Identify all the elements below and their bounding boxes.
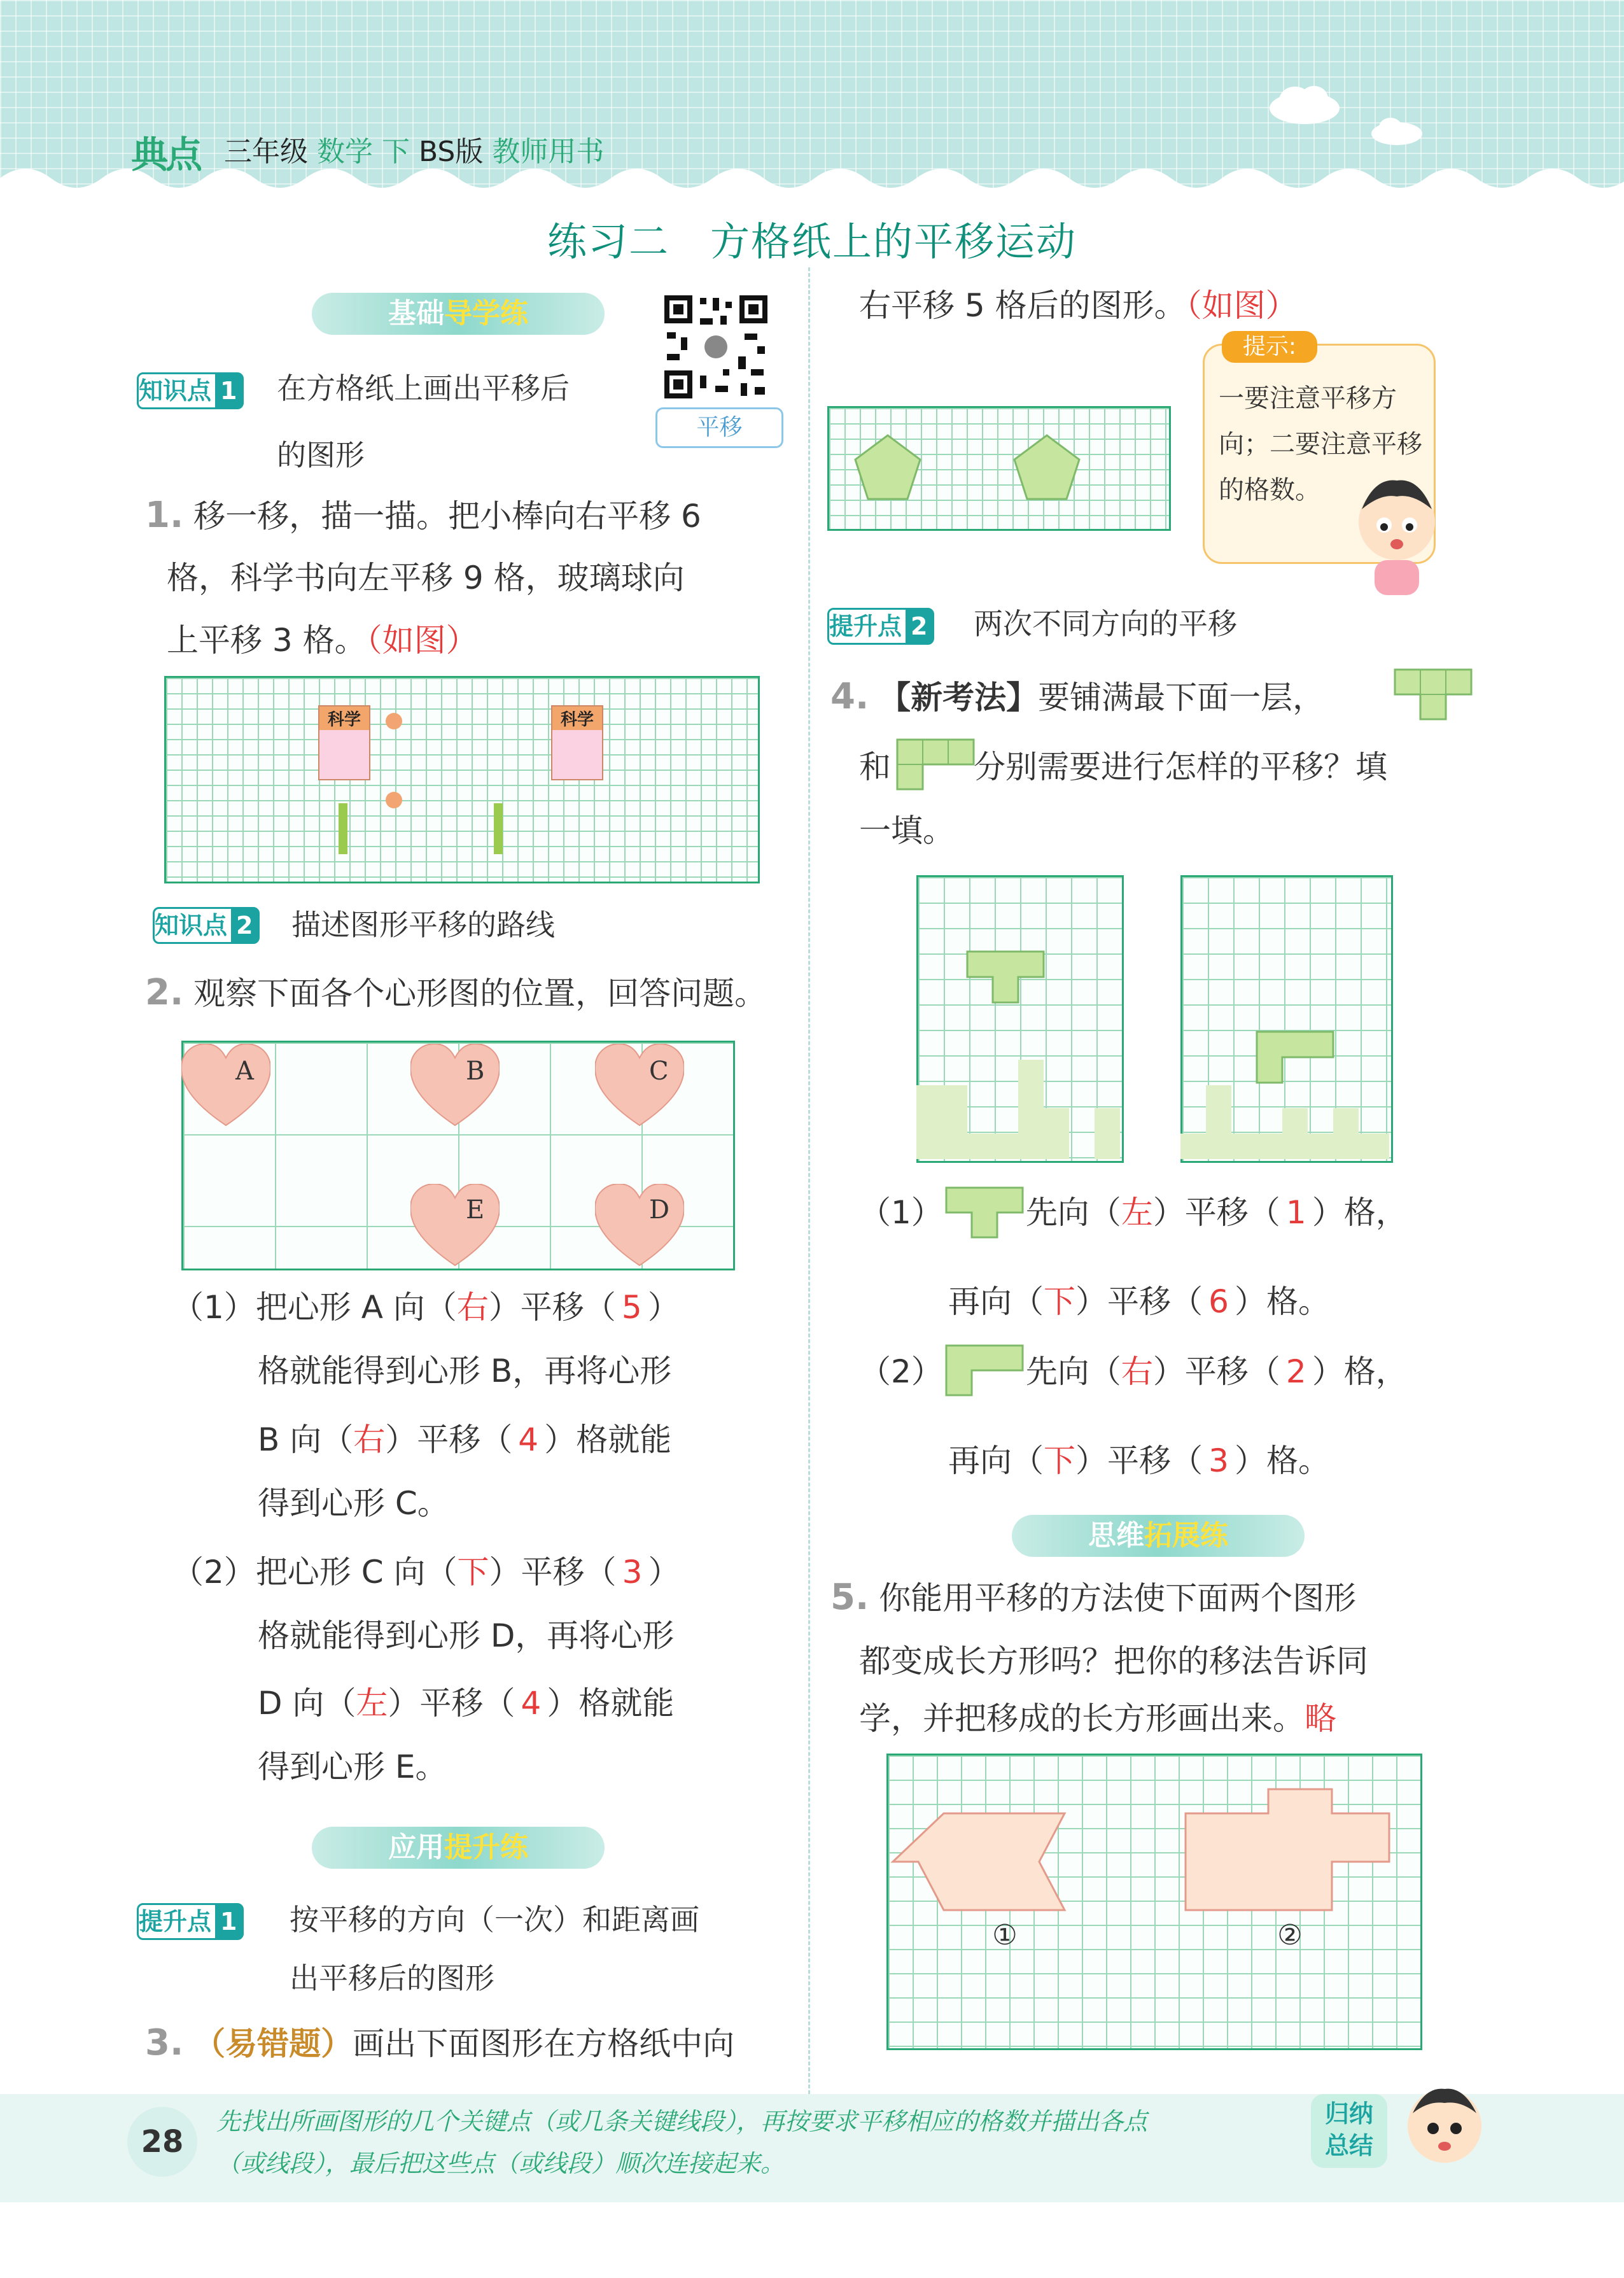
knowledge-tag-2 [153, 907, 260, 944]
q1-line3 [167, 608, 478, 672]
tag-text: 知识点 [155, 911, 228, 939]
stick-moved [494, 803, 503, 854]
q4-p1-line1 [859, 1181, 1408, 1244]
q4-line3: 一填。 [859, 812, 955, 849]
q2-text: 观察下面各个心形图的位置，回答问题。 [193, 975, 767, 1012]
qr-label: 平移 [655, 407, 783, 448]
footer-line2: （或线段），最后把这些点（或线段）顺次连接起来。 [216, 2149, 785, 2177]
book-title: 科学 [552, 707, 602, 730]
q2-p1-e: B 向（ [258, 1421, 354, 1458]
q4-p2-answer4: 3 [1208, 1442, 1229, 1479]
column-divider [808, 267, 810, 2094]
q4-text2a: 和 [859, 749, 891, 785]
q2-p2-a: 把心形 C 向（ [255, 1554, 458, 1591]
q2-p1-label: （1） [172, 1289, 256, 1326]
q2-p2-label: （2） [172, 1554, 256, 1591]
footer-line1: 先找出所画图形的几个关键点（或几条关键线段），再按要求平移相应的格数并描出各点 [216, 2107, 1148, 2135]
heart-e-label: E [466, 1195, 485, 1225]
q4-p2-c: ）格， [1312, 1353, 1408, 1390]
q2-p1-answer2: 5 [621, 1289, 642, 1326]
book-info [224, 129, 604, 169]
q5-text3: 学，并把移成的长方形画出来。 [859, 1700, 1305, 1737]
heart-a-label: A [235, 1057, 254, 1086]
q1-number: 1. [145, 495, 184, 536]
cloud-icon [1266, 83, 1343, 127]
q4-p1-answer2: 1 [1285, 1194, 1306, 1231]
brand-logo: 典点 [131, 133, 200, 176]
heart-c-icon [595, 1044, 684, 1133]
q1-text3: 上平移 3 格。 [167, 622, 367, 659]
banner-basic-b: 导学练 [444, 297, 528, 330]
q5-line2: 都变成长方形吗？把你的移法告诉同 [859, 1643, 1368, 1680]
q4-p2-label: （2） [859, 1353, 943, 1390]
q3-line1 [145, 2011, 734, 2076]
q4-text2b: 分别需要进行怎样的平移？填 [974, 749, 1387, 785]
q4-text1: 要铺满最下面一层， [1038, 679, 1325, 716]
qr-code[interactable] [662, 293, 770, 401]
tag-num: 2 [231, 909, 258, 942]
t1-line2: 出平移后的图形 [290, 1961, 494, 1995]
edition-label: BS版 [419, 136, 484, 168]
heart-a-icon [181, 1044, 270, 1133]
q4-p1-d: 再向（ [948, 1283, 1044, 1320]
tag-num: 2 [906, 610, 932, 643]
q2-p1-b: ）平移（ [488, 1289, 616, 1326]
science-book-moved [551, 705, 603, 780]
q3-line2 [859, 274, 1298, 337]
q5-number: 5. [830, 1577, 869, 1618]
banner-thinking-b: 拓展练 [1144, 1519, 1228, 1552]
tag-text: 提升点 [829, 612, 902, 640]
cartoon-baby-icon [1400, 2081, 1489, 2177]
cloud-icon [1368, 115, 1425, 146]
q4-p2-d: 再向（ [948, 1442, 1044, 1479]
q3-text1: 画出下面图形在方格纸中向 [353, 2025, 735, 2062]
tag-num: 1 [215, 374, 242, 407]
q2-p2-answer2: 3 [622, 1554, 643, 1591]
heart-c-label: C [649, 1057, 669, 1086]
term-label: 下 [382, 136, 410, 168]
q3-answer: （如图） [1186, 287, 1298, 324]
summary-line1: 归纳 [1324, 2100, 1373, 2128]
q5-line3 [859, 1687, 1336, 1750]
footer-tip [216, 2100, 1298, 2184]
summary-line2: 总结 [1324, 2132, 1373, 2160]
heart-d-label: D [649, 1195, 670, 1225]
t-shape-icon [945, 1186, 1024, 1239]
q4-p1-answer3: 下 [1044, 1283, 1075, 1320]
q5-answer: 略 [1305, 1700, 1336, 1737]
q2-p1-answer1: 右 [456, 1289, 489, 1326]
q1-answer: （如图） [366, 622, 478, 659]
q2-p1-line2: 格就能得到心形 B，再将心形 [258, 1353, 672, 1389]
q4-p1-answer4: 6 [1208, 1283, 1229, 1320]
banner-basic [312, 293, 605, 335]
q4-p2-b: ）平移（ [1152, 1353, 1280, 1390]
t1-line1: 按平移的方向（一次）和距离画 [290, 1902, 699, 1937]
q4-tag: 【新考法】 [879, 679, 1039, 716]
banner-apply [312, 1827, 605, 1869]
l-shape-icon [945, 1344, 1024, 1396]
q2-p1-g: ）格就能 [544, 1421, 672, 1458]
q4-p2-e: ）平移（ [1075, 1442, 1203, 1479]
q2-p1-a: 把心形 A 向（ [255, 1289, 457, 1326]
q4-p2-line2 [948, 1429, 1330, 1493]
q2-p1-line3 [258, 1408, 671, 1472]
q4-p1-f: ）格。 [1235, 1283, 1330, 1320]
book-label: 教师用书 [492, 136, 605, 168]
k2-text: 描述图形平移的路线 [291, 908, 555, 942]
glass-ball-moved [386, 713, 402, 729]
q5-shapes [886, 1754, 1418, 2046]
q4-p1-b: ）平移（ [1152, 1194, 1280, 1231]
q4-p2-answer2: 2 [1285, 1353, 1306, 1390]
t-shape-icon [1394, 668, 1473, 721]
science-book-original [318, 705, 370, 780]
q2-p2-line2: 格就能得到心形 D，再将心形 [258, 1617, 675, 1654]
subject-label: 数学 [317, 136, 373, 168]
k1-line1: 在方格纸上画出平移后 [277, 371, 570, 405]
q2-p2-line4: 得到心形 E。 [258, 1748, 447, 1785]
grade-label: 三年级 [224, 136, 308, 168]
q4-p1-e: ）平移（ [1075, 1283, 1203, 1320]
q4-p1-line2 [948, 1270, 1330, 1333]
improve-tag-2 [827, 608, 934, 645]
pentagon-original-icon [853, 433, 923, 503]
improve-tag-1 [137, 1903, 244, 1940]
q3-number: 3. [145, 2022, 184, 2064]
q2-number: 2. [145, 972, 184, 1013]
q1-line2: 格，科学书向左平移 9 格，玻璃球向 [167, 559, 685, 596]
banner-thinking-a: 思维 [1088, 1519, 1144, 1552]
q4-p1-answer1: 左 [1121, 1194, 1153, 1231]
q2-p2-line3 [258, 1671, 674, 1735]
q4-p2-a: 先向（ [1025, 1353, 1121, 1390]
q4-p2-answer1: 右 [1121, 1353, 1153, 1390]
knowledge-tag-1 [137, 372, 244, 409]
hint-text: 一要注意平移方向；二要注意平移的格数。 [1219, 384, 1422, 505]
tag-text: 知识点 [139, 377, 212, 405]
page-number: 28 [127, 2107, 197, 2177]
figure-1-label: ① [992, 1919, 1018, 1951]
glass-ball-original [386, 792, 402, 808]
tag-num: 1 [215, 1905, 242, 1938]
q2-p2-line1 [172, 1540, 680, 1604]
q5-line1 [830, 1566, 1356, 1630]
q2-p2-b: ）平移（ [489, 1554, 617, 1591]
q2-p2-e: D 向（ [258, 1685, 356, 1722]
q2-p1-line1 [172, 1276, 680, 1339]
pentagon-moved-icon [1012, 433, 1082, 503]
q2-p2-f: ）平移（ [388, 1685, 515, 1722]
q2-line [145, 961, 766, 1025]
q2-p1-f: ）平移（ [385, 1421, 513, 1458]
q4-p1-c: ）格， [1312, 1194, 1408, 1231]
tag-text: 提升点 [139, 1908, 212, 1936]
book-title: 科学 [319, 707, 369, 730]
heart-e-icon [410, 1184, 500, 1273]
banner-thinking [1012, 1515, 1305, 1557]
q2-p2-answer3: 左 [356, 1685, 388, 1722]
page-title: 练习二 方格纸上的平移运动 [547, 218, 1077, 265]
q4-p1-label: （1） [859, 1194, 943, 1231]
cartoon-boy-icon [1349, 471, 1445, 598]
q4-line1 [830, 665, 1324, 729]
q4-shapes-right [1180, 875, 1389, 1159]
heart-b-label: B [466, 1057, 485, 1086]
l-shape-icon [896, 738, 975, 791]
q2-p1-answer4: 4 [518, 1421, 539, 1458]
t2-text: 两次不同方向的平移 [974, 607, 1237, 641]
q5-text1: 你能用平移的方法使下面两个图形 [879, 1580, 1357, 1617]
q4-shapes-left [916, 875, 1120, 1159]
hint-title: 提示: [1222, 331, 1317, 363]
q2-p2-answer1: 下 [457, 1554, 489, 1591]
summary-badge [1311, 2094, 1387, 2168]
q4-p2-f: ）格。 [1235, 1442, 1330, 1479]
q2-p2-answer4: 4 [521, 1685, 542, 1722]
q2-p1-answer3: 右 [353, 1421, 386, 1458]
q4-p2-answer3: 下 [1044, 1442, 1075, 1479]
figure-2-label: ② [1277, 1919, 1303, 1951]
q2-p2-g: ）格就能 [547, 1685, 675, 1722]
q2-p1-c: ） [647, 1289, 680, 1326]
q2-p2-c: ） [648, 1554, 680, 1591]
q1-grid [164, 676, 760, 883]
q1-line1 [145, 484, 701, 548]
q4-p1-a: 先向（ [1025, 1194, 1121, 1231]
stick-original [339, 803, 347, 854]
heart-d-icon [595, 1184, 684, 1273]
heart-b-icon [410, 1044, 500, 1133]
q4-p2-line1 [859, 1340, 1408, 1403]
q3-tag: （易错题） [193, 2025, 353, 2062]
q1-text1: 移一移，描一描。把小棒向右平移 6 [193, 498, 701, 535]
banner-apply-b: 提升练 [444, 1831, 528, 1864]
q4-number: 4. [830, 676, 869, 717]
banner-apply-a: 应用 [388, 1831, 444, 1864]
qr-code-icon [662, 293, 770, 401]
banner-basic-a: 基础 [388, 297, 444, 330]
q2-p1-line4: 得到心形 C。 [258, 1485, 449, 1522]
q3-text2: 右平移 5 格后的图形。 [859, 287, 1186, 324]
k1-line2: 的图形 [277, 438, 365, 472]
